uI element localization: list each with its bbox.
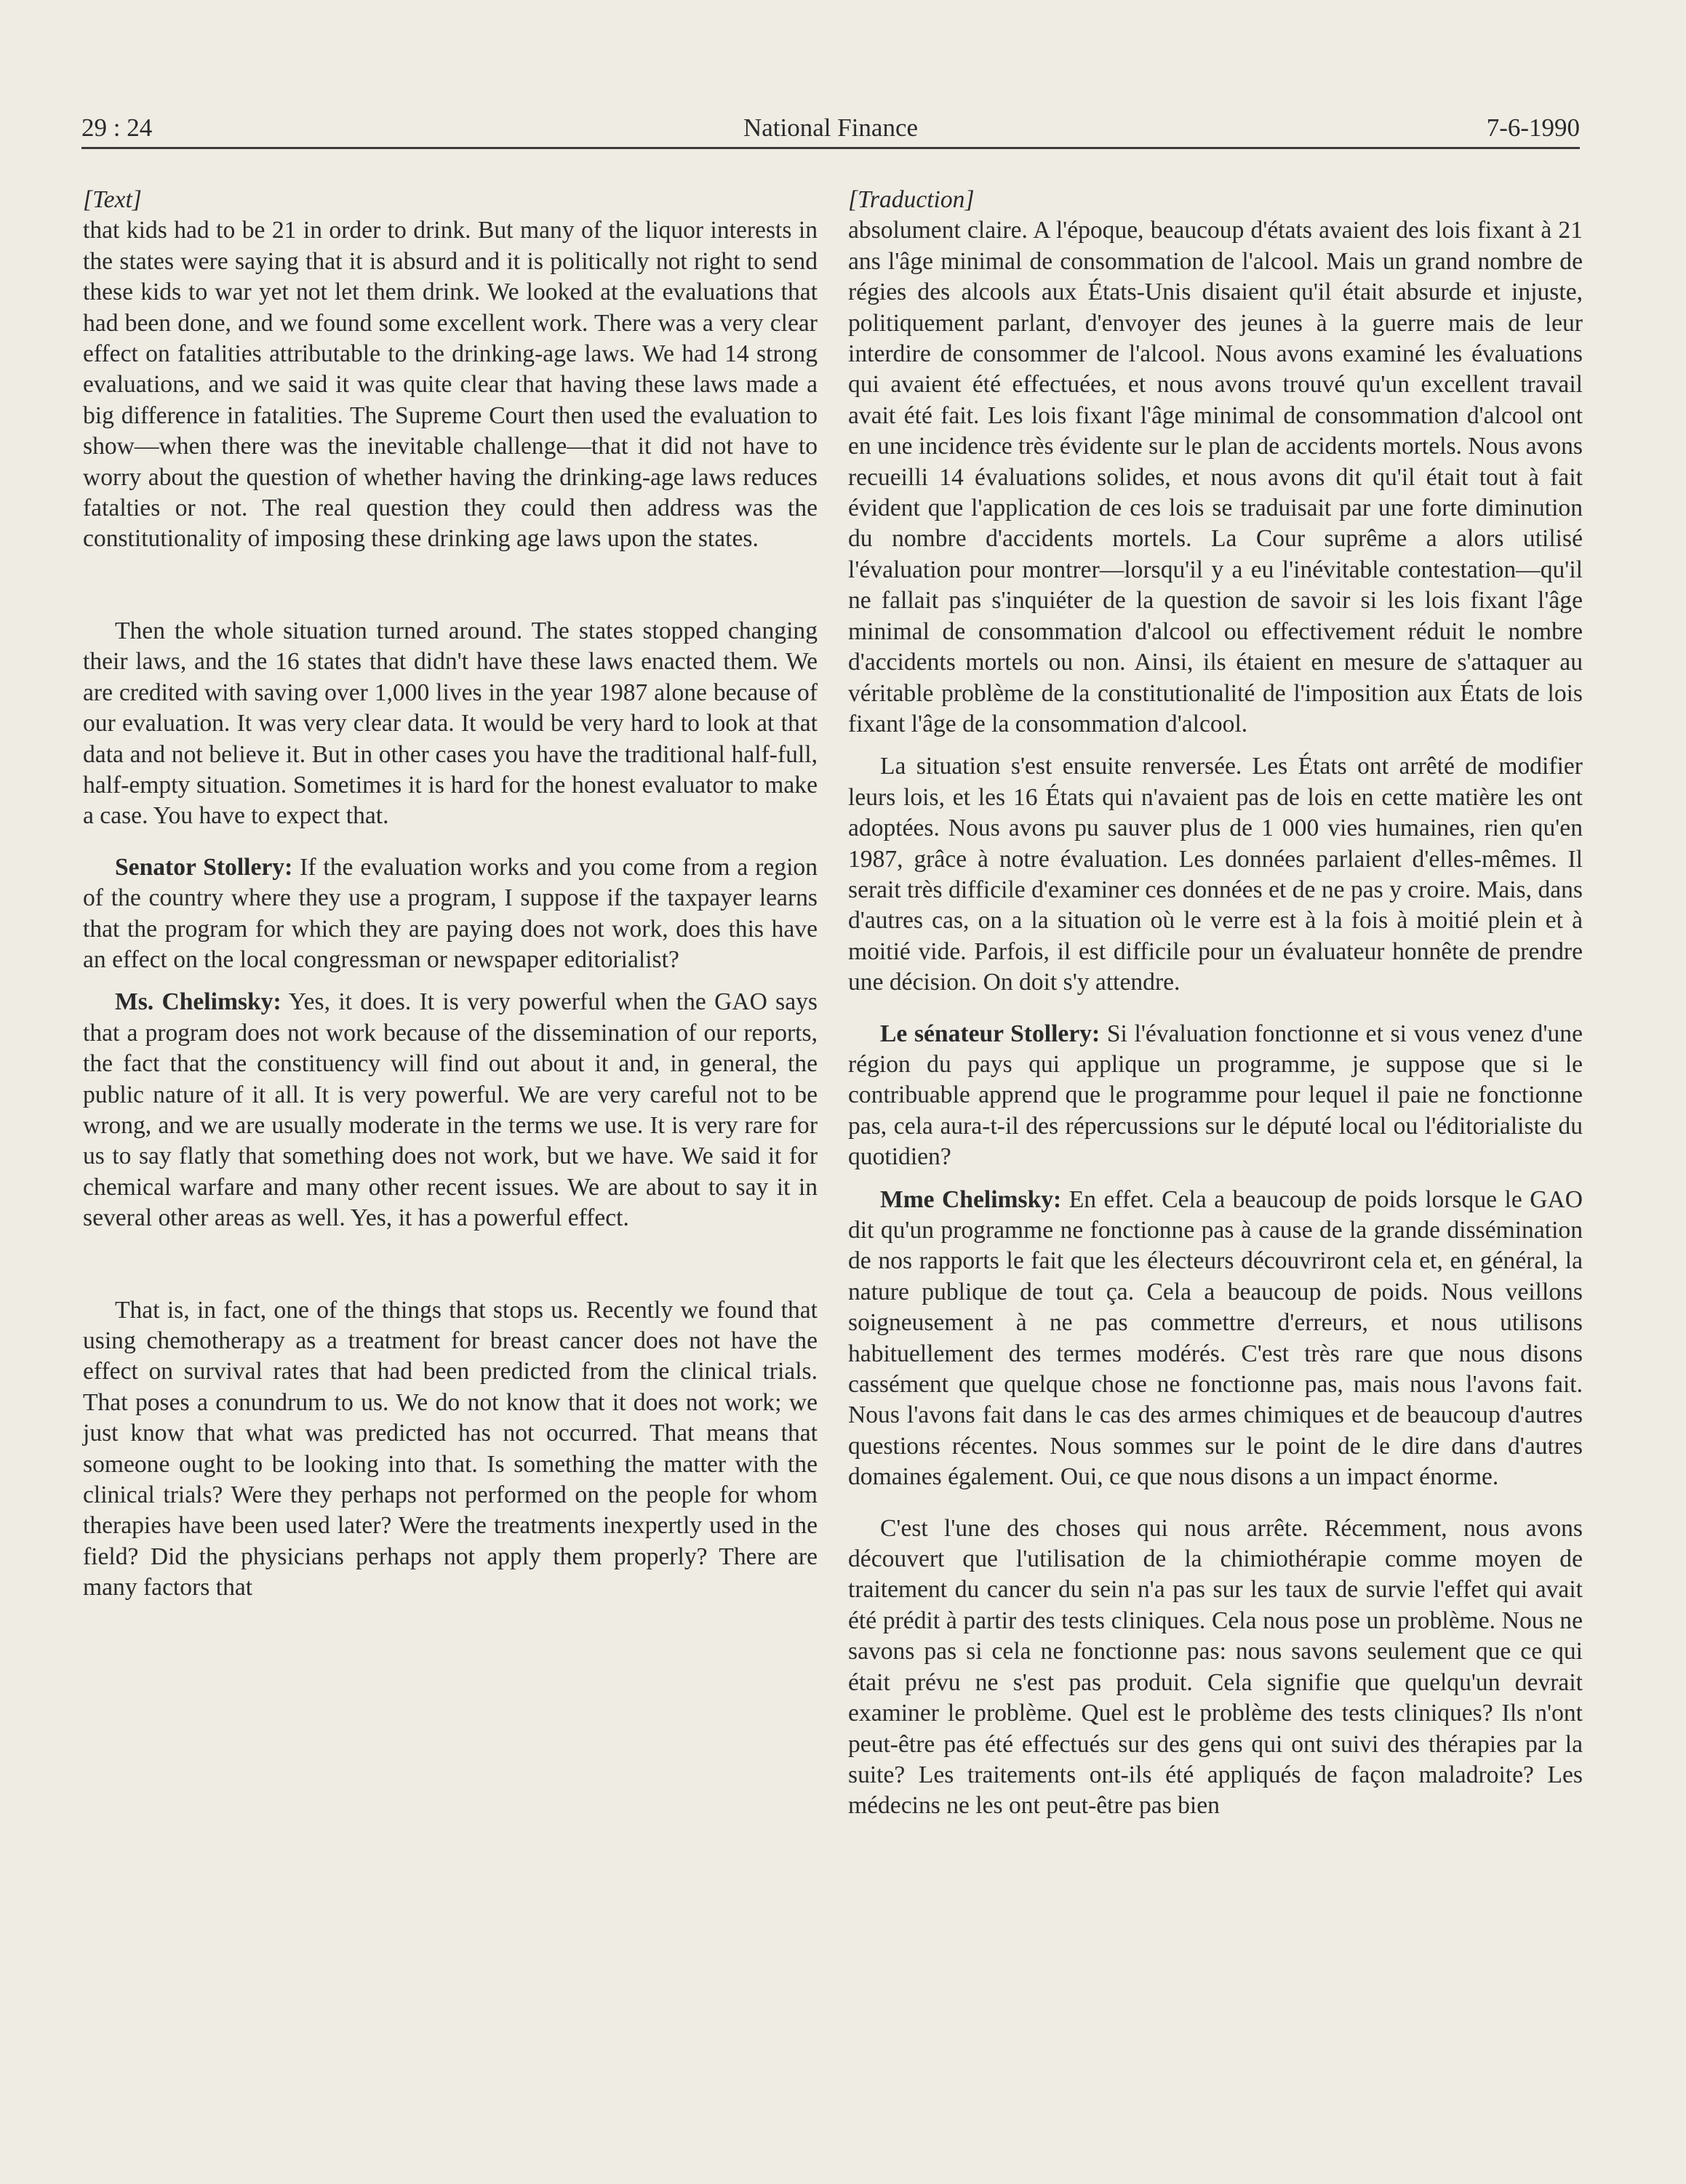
page-number: 29 : 24 bbox=[81, 113, 153, 142]
french-column bbox=[848, 185, 1583, 1822]
french-paragraph-4 bbox=[848, 1185, 1583, 1493]
english-paragraph-5: That is, in fact, one of the things that stops us. Recently we found that using chemotherapy as a treatment for breast cancer does not have the effect on survival rates that had been predicted from the clinical trials. That poses a conundrum to us. We do not know that it does not work; we just know that what was predicted has not occurred. That means that someone ought to be looking into that. Is something the matter with the clinical trials? Were they perhaps not performed on the people for whom therapies have been used later? Were the treatments inexpertly used in the field? Did the physicians perhaps not apply them properly? There are many factors that bbox=[83, 1296, 818, 1601]
english-paragraph-2: Then the whole situation turned around. The states stopped changing their laws, and the 16 states that didn't have these laws enacted them. We are credited with saving over 1,000 lives in the year 1987 alone because of our evaluation. It was very clear data. It would be very hard to look at that data and not believe it. But in other cases you have the traditional half-full, half-empty situation. Sometimes it is hard for the honest evaluator to make a case. You have to expect that. bbox=[83, 617, 818, 830]
speech-text: Yes, it does. It is very powerful when the GAO says that a program does not work because of the dissemination of our reports, the fact that the constituency will find out about it and, in general, the public nature of it all. It is very powerful. We are very careful not to be wrong, and we are usually moderate in the terms we use. It is very rare for us to say flatly that something does not work, but we have. We said it for chemical warfare and many other recent issues. We are about to say it in several other areas as well. Yes, it has a powerful effect. bbox=[83, 988, 818, 1232]
speech-text: If the evaluation works and you come from a region of the country where they use a program, I suppose if the taxpayer learns that the program for which they are paying does not work, does this have an effect on the local congressman or newspaper editorialist? bbox=[83, 853, 818, 973]
french-paragraph-2: La situation s'est ensuite renversée. Les États ont arrêté de modifier leurs lois, et les 16 États qui n'avaient pas de lois en cette matière les ont adoptées. Nous avons pu sauver plus de 1 000 vies humaines, rien qu'en 1987, grâce à notre évaluation. Les données parlaient d'elles-mêmes. Il serait très difficile d'examiner ces données et de ne pas y croire. Mais, dans d'autres cas, on a la situation où le verre est à la fois à moitié plein et à moitié vide. Parfois, il est difficile pour un évaluateur honnête de prendre une décision. On doit s'y attendre. bbox=[848, 753, 1583, 996]
publication-date: 7-6-1990 bbox=[1486, 113, 1580, 142]
header-rule bbox=[81, 147, 1580, 149]
speech-text: Si l'évaluation fonctionne et si vous venez d'une région du pays qui applique un programme, je suppose que si le contribuable apprend que le programme pour lequel il paie ne fonctionne pas, cela aura-t-il des répercussions sur le député local ou l'éditorialiste du quotidien? bbox=[848, 1020, 1583, 1171]
french-paragraph-3 bbox=[848, 1019, 1583, 1173]
english-paragraph-3 bbox=[83, 852, 818, 976]
french-paragraph-1: absolument claire. A l'époque, beaucoup d'états avaient des lois fixant à 21 ans l'âge minimal de consommation de l'alcool. Mais un grand nombre de régies des alcools aux États-Unis disaient qu'il était absurde et injuste, politiquement parlant, d'envoyer des jeunes à la guerre mais de leur interdire de consommer de l'alcool. Nous avons examiné les évaluations qui avaient été effectuées, et nous avons trouvé qu'un excellent travail avait été fait. Les lois fixant l'âge minimal de consommation d'alcool ont en une incidence très évidente sur le plan de accidents mortels. Nous avons recueilli 14 évaluations solides, et nous avons dit qu'il était tout à fait évident que l'application de ces lois se traduisait par une forte diminution du nombre d'accidents mortels. La Cour suprême a alors utilisé l'évaluation pour montrer—lorsqu'il y a eu l'inévitable contestation—qu'il ne fallait pas s'inquiéter de la question de savoir si les lois fixant l'âge minimal de consommation d'alcool ou effectivement réduit le nombre d'accidents mortels ou non. Ainsi, ils étaient en mesure de s'attaquer au véritable problème de la constitutionalité de l'imposition aux États de lois fixant l'âge de la consommation d'alcool. bbox=[848, 217, 1583, 737]
french-paragraph-5: C'est l'une des choses qui nous arrête. Récemment, nous avons découvert que l'utilisation de la chimiothérapie comme moyen de traitement du cancer du sein n'a pas sur les taux de survie l'effet qui avait été prédit à partir des tests cliniques. Cela nous pose un problème. Nous ne savons pas si cela ne fonctionne pas: nous savons seulement que ce qui était prévu ne s'est pas produit. Cela signifie que quelqu'un devrait examiner le problème. Quel est le problème des tests cliniques? Ils n'ont peut-être pas été effectués sur des gens qui ont suivi des thérapies par la suite? Les traitements ont-ils été appliqués de façon maladroite? Les médecins ne les ont peut-être pas bien bbox=[848, 1514, 1583, 1820]
english-column bbox=[83, 185, 818, 1604]
speaker-name: Le sénateur Stollery: bbox=[880, 1020, 1100, 1047]
speech-text: En effet. Cela a beaucoup de poids lorsque le GAO dit qu'un programme ne fonctionne pas à cause de la grande dissémination de nos rapports le fait que les électeurs découvriront cela et, en général, la nature publique de tout ça. Cela a beaucoup de poids. Nous veillons soigneusement à ne pas commettre d'erreurs, et nous utilisons habituellement des termes modérés. C'est très rare que nous disons cassément que quelque chose ne fonctionne pas, mais nous l'avons fait. Nous l'avons fait dans le cas des armes chimiques et de beaucoup d'autres questions récentes. Nous sommes sur le point de le dire dans d'autres domaines également. Oui, ce que nous disons a un impact énorme. bbox=[848, 1185, 1583, 1491]
speaker-name: Mme Chelimsky: bbox=[880, 1185, 1062, 1213]
english-paragraph-4 bbox=[83, 987, 818, 1233]
english-paragraph-1: that kids had to be 21 in order to drink. But many of the liquor interests in the states were saying that it is absurd and it is politically not right to send these kids to war yet not let them drink. We looked at the evaluations that had been done, and we found some excellent work. There was a very clear effect on fatalities attributable to the drinking-age laws. We had 14 strong evaluations, and we said it was quite clear that having these laws made a big difference in fatalities. The Supreme Court then used the evaluation to show—when there was the inevitable challenge—that it did not have to worry about the question of whether having the drinking-age laws reduces fatalties or not. The real question they could then address was the constitutionality of imposing these drinking age laws upon the states. bbox=[83, 217, 818, 553]
speaker-name: Senator Stollery: bbox=[115, 853, 293, 881]
publication-title: National Finance bbox=[743, 113, 919, 142]
speaker-name: Ms. Chelimsky: bbox=[115, 988, 281, 1016]
page-header bbox=[81, 108, 1580, 148]
french-column-label: [Traduction] bbox=[848, 186, 975, 213]
english-column-label: [Text] bbox=[83, 186, 142, 213]
